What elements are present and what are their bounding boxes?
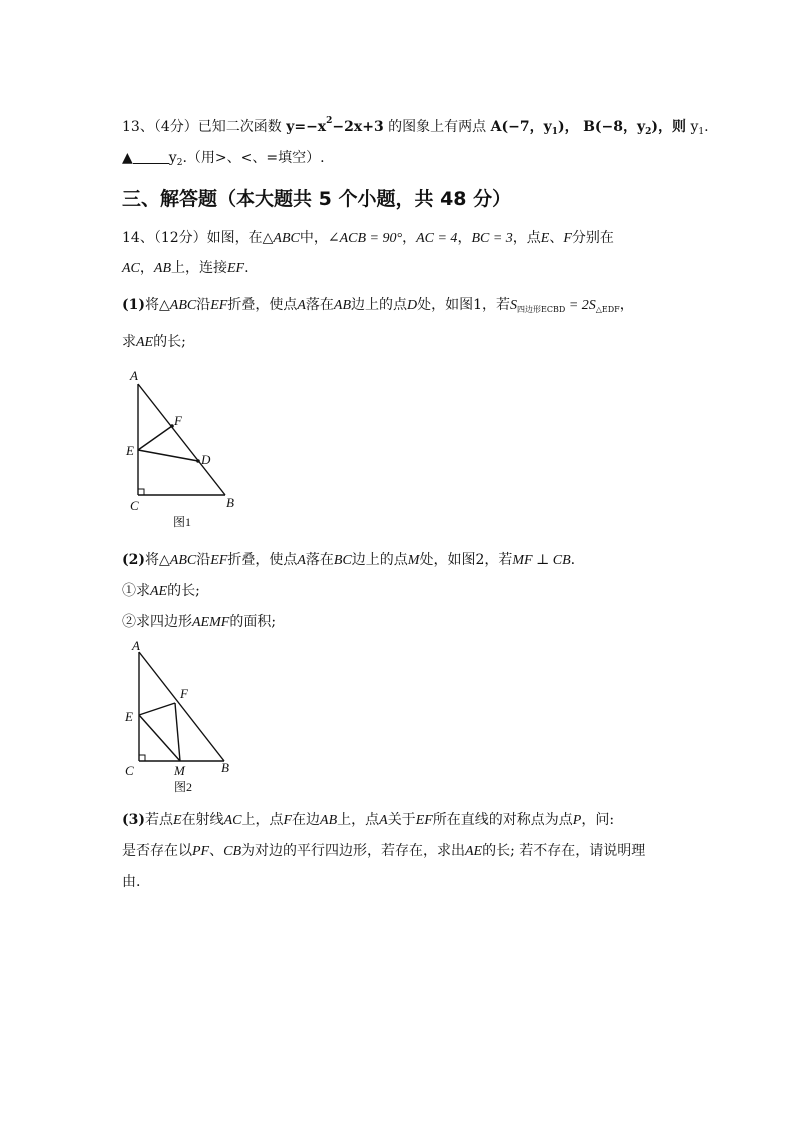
q14-line2: AC，AB上，连接EF. (122, 260, 249, 276)
q13-tail: .（用>、<、=填空）. (182, 150, 325, 166)
segment-ef (138, 426, 172, 450)
q13-score: （4分） (153, 119, 198, 135)
segment-ab (138, 384, 225, 495)
q14-part2: (2)将△ABC沿EF折叠，使点A落在BC边上的点M处，如图2，若MF ⊥ CB. (122, 552, 576, 568)
point-d (196, 459, 200, 463)
q13-number: 13、 (122, 119, 154, 135)
q14-part1: (1)将△ABC沿EF折叠，使点A落在AB边上的点D处，如图1，若$S_{四边形ECBD} = 2S_{\triangle EDF}$， (122, 297, 634, 314)
segment-fm (175, 703, 180, 761)
label-e: E (126, 443, 134, 458)
label-a: A (132, 638, 140, 653)
q14-part1-ask: 求AE的长; (122, 334, 186, 350)
figure-1-caption: 图1 (173, 515, 192, 529)
q14-part3-line1: (3)若点E在射线AC上，点F在边AB上，点A关于EF所在直线的对称点为点P，问: (122, 812, 615, 828)
label-f: F (180, 686, 188, 701)
right-angle-mark (138, 489, 144, 495)
answer-blank (133, 151, 169, 164)
label-d: D (201, 452, 211, 467)
q13-function: $y=-x^2-2x+3$ (286, 116, 384, 135)
segment-ef (139, 703, 175, 715)
label-m: M (174, 763, 185, 778)
section-heading: 三、解答题（本大题共 5 个小题，共 48 分） (122, 188, 512, 210)
q14-part2-i: ①求AE的长; (122, 583, 200, 599)
segment-ab (139, 652, 224, 761)
label-b: B (221, 760, 229, 775)
label-c: C (125, 763, 134, 778)
q14-line1: 14、（12分）如图，在△ABC中，∠ACB = 90°，AC = 4，BC = 3，点E、F分别在 (122, 230, 614, 246)
q13-line1 (122, 112, 709, 141)
segment-em (139, 715, 180, 761)
q14-part2-ii: ②求四边形AEMF的面积; (122, 614, 277, 630)
q14-part3-line2: 是否存在以PF、CB为对边的平行四边形，若存在，求出AE的长; 若不存在，请说明理 (122, 843, 646, 859)
q13-text: 已知二次函数 (197, 119, 282, 135)
label-e: E (125, 709, 133, 724)
q13-point-a: A(−7，$y_1$)， (490, 119, 579, 137)
segment-ed (138, 450, 198, 461)
q14-part3-line3: 由. (122, 874, 141, 890)
figure-2 (120, 638, 240, 800)
q13-text-b: 的图象上有两点 (388, 119, 487, 135)
right-angle-mark (139, 755, 145, 761)
label-b: B (226, 495, 234, 510)
figure-1 (120, 364, 250, 532)
answer-marker: ▲ (122, 150, 133, 166)
label-f: F (174, 413, 182, 428)
label-c: C (130, 498, 139, 513)
q13-y1: $y_1$. (690, 119, 709, 137)
figure-2-caption: 图2 (174, 780, 193, 794)
label-a: A (130, 368, 138, 383)
q13-line2 (122, 149, 325, 172)
q13-point-b: B(−8，$y_2$)，则 (583, 119, 687, 137)
q13-y2: $y_2$ (168, 150, 183, 168)
